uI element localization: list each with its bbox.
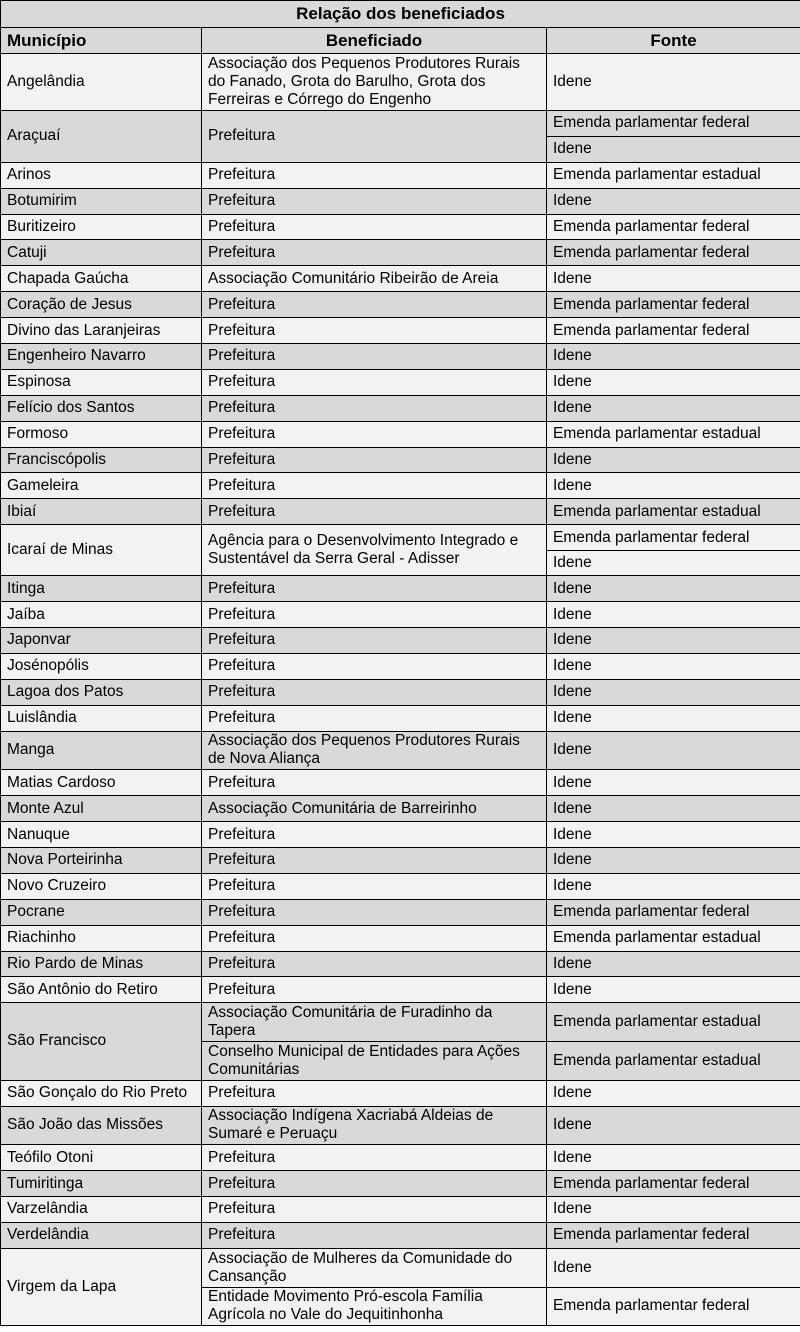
cell-municipio: Nanuque [1, 822, 202, 848]
table-row [1, 1003, 800, 1042]
table-row [1, 162, 800, 188]
cell-beneficiado: Prefeitura [202, 1171, 547, 1197]
cell-fonte: Idene [547, 447, 800, 473]
table-row [1, 977, 800, 1003]
cell-beneficiado: Prefeitura [202, 344, 547, 370]
cell-fonte: Emenda parlamentar federal [547, 111, 800, 137]
cell-municipio: Monte Azul [1, 796, 202, 822]
cell-municipio: Nova Porteirinha [1, 847, 202, 873]
cell-beneficiado: Prefeitura [202, 447, 547, 473]
cell-municipio: Araçuaí [1, 111, 202, 163]
cell-fonte: Idene [547, 576, 800, 602]
cell-fonte: Idene [547, 731, 800, 770]
cell-fonte: Idene [547, 550, 800, 576]
cell-municipio: Verdelândia [1, 1222, 202, 1248]
table-row [1, 447, 800, 473]
cell-beneficiado: Prefeitura [202, 473, 547, 499]
cell-municipio: Espinosa [1, 369, 202, 395]
table-row [1, 1248, 800, 1287]
cell-beneficiado: Agência para o Desenvolvimento Integrado e Sustentável da Serra Geral - Adisser [202, 525, 547, 576]
table-row [1, 421, 800, 447]
table-row [1, 240, 800, 266]
table-row [1, 951, 800, 977]
cell-municipio: Arinos [1, 162, 202, 188]
cell-fonte: Emenda parlamentar federal [547, 1222, 800, 1248]
column-header-municipio: Município [1, 28, 202, 54]
cell-fonte: Idene [547, 473, 800, 499]
cell-beneficiado: Prefeitura [202, 111, 547, 163]
cell-municipio: São Francisco [1, 1003, 202, 1080]
cell-fonte: Idene [547, 602, 800, 628]
table-row [1, 1106, 800, 1145]
cell-fonte: Idene [547, 847, 800, 873]
cell-municipio: Varzelândia [1, 1197, 202, 1223]
cell-fonte: Emenda parlamentar estadual [547, 1003, 800, 1042]
cell-beneficiado: Associação Comunitária de Barreirinho [202, 796, 547, 822]
cell-municipio: Gameleira [1, 473, 202, 499]
table-row [1, 822, 800, 848]
cell-beneficiado: Prefeitura [202, 292, 547, 318]
cell-fonte: Idene [547, 1080, 800, 1106]
cell-municipio: Franciscópolis [1, 447, 202, 473]
cell-municipio: Lagoa dos Patos [1, 679, 202, 705]
cell-fonte: Emenda parlamentar federal [547, 292, 800, 318]
cell-municipio: Buritizeiro [1, 214, 202, 240]
cell-fonte: Idene [547, 705, 800, 731]
table-row [1, 731, 800, 770]
cell-beneficiado: Prefeitura [202, 162, 547, 188]
cell-municipio: Angelândia [1, 54, 202, 111]
cell-fonte: Emenda parlamentar federal [547, 1287, 800, 1326]
table-row [1, 292, 800, 318]
cell-beneficiado: Associação Comunitária de Furadinho da Tapera [202, 1003, 547, 1042]
cell-fonte: Idene [547, 395, 800, 421]
cell-municipio: Tumiritinga [1, 1171, 202, 1197]
cell-beneficiado: Prefeitura [202, 770, 547, 796]
cell-municipio: Jaíba [1, 602, 202, 628]
table-row [1, 770, 800, 796]
cell-beneficiado: Prefeitura [202, 214, 547, 240]
cell-municipio: São Gonçalo do Rio Preto [1, 1080, 202, 1106]
cell-beneficiado: Prefeitura [202, 873, 547, 899]
table-row [1, 602, 800, 628]
table-row [1, 54, 800, 111]
cell-fonte: Emenda parlamentar federal [547, 899, 800, 925]
cell-fonte: Emenda parlamentar estadual [547, 499, 800, 525]
table-row [1, 214, 800, 240]
cell-beneficiado: Prefeitura [202, 705, 547, 731]
cell-beneficiado: Conselho Municipal de Entidades para Ações Comunitárias [202, 1041, 547, 1080]
cell-beneficiado: Prefeitura [202, 1197, 547, 1223]
table-row [1, 873, 800, 899]
table-row [1, 266, 800, 292]
cell-beneficiado: Prefeitura [202, 1145, 547, 1171]
table-row [1, 576, 800, 602]
cell-fonte: Idene [547, 796, 800, 822]
cell-municipio: Botumirim [1, 188, 202, 214]
cell-municipio: Divino das Laranjeiras [1, 318, 202, 344]
cell-beneficiado: Prefeitura [202, 576, 547, 602]
cell-fonte: Emenda parlamentar federal [547, 318, 800, 344]
cell-fonte: Idene [547, 1106, 800, 1145]
cell-municipio: São João das Missões [1, 1106, 202, 1145]
cell-beneficiado: Associação Comunitário Ribeirão de Areia [202, 266, 547, 292]
table-row [1, 1145, 800, 1171]
cell-fonte: Emenda parlamentar federal [547, 1171, 800, 1197]
cell-municipio: Matias Cardoso [1, 770, 202, 796]
cell-beneficiado: Prefeitura [202, 899, 547, 925]
cell-beneficiado: Prefeitura [202, 240, 547, 266]
cell-fonte: Idene [547, 344, 800, 370]
cell-beneficiado: Prefeitura [202, 499, 547, 525]
cell-fonte: Emenda parlamentar federal [547, 525, 800, 551]
cell-beneficiado: Associação dos Pequenos Produtores Rurais do Fanado, Grota do Barulho, Grota dos Ferreiras e Córrego do Engenho [202, 54, 547, 111]
cell-beneficiado: Prefeitura [202, 1222, 547, 1248]
cell-beneficiado: Associação dos Pequenos Produtores Rurais de Nova Aliança [202, 731, 547, 770]
table-row [1, 925, 800, 951]
cell-fonte: Idene [547, 977, 800, 1003]
cell-fonte: Idene [547, 679, 800, 705]
column-header-beneficiado: Beneficiado [202, 28, 547, 54]
cell-municipio: Novo Cruzeiro [1, 873, 202, 899]
table-row [1, 628, 800, 654]
table-row [1, 705, 800, 731]
cell-municipio: Teófilo Otoni [1, 1145, 202, 1171]
cell-fonte: Idene [547, 628, 800, 654]
cell-beneficiado: Prefeitura [202, 653, 547, 679]
cell-fonte: Emenda parlamentar federal [547, 214, 800, 240]
cell-municipio: Pocrane [1, 899, 202, 925]
cell-beneficiado: Prefeitura [202, 951, 547, 977]
table-row [1, 679, 800, 705]
table-row [1, 395, 800, 421]
cell-beneficiado: Prefeitura [202, 628, 547, 654]
cell-beneficiado: Entidade Movimento Pró-escola Família Agrícola no Vale do Jequitinhonha [202, 1287, 547, 1326]
table-row [1, 111, 800, 137]
cell-beneficiado: Prefeitura [202, 188, 547, 214]
column-header-fonte: Fonte [547, 28, 800, 54]
cell-fonte: Emenda parlamentar estadual [547, 925, 800, 951]
cell-beneficiado: Prefeitura [202, 602, 547, 628]
table-row [1, 1171, 800, 1197]
cell-fonte: Idene [547, 188, 800, 214]
cell-fonte: Idene [547, 369, 800, 395]
cell-fonte: Idene [547, 54, 800, 111]
cell-beneficiado: Prefeitura [202, 679, 547, 705]
cell-beneficiado: Prefeitura [202, 369, 547, 395]
cell-fonte: Idene [547, 1248, 800, 1287]
cell-beneficiado: Associação de Mulheres da Comunidade do Cansanção [202, 1248, 547, 1287]
table-row [1, 1222, 800, 1248]
cell-municipio: Riachinho [1, 925, 202, 951]
cell-fonte: Idene [547, 770, 800, 796]
table-row [1, 796, 800, 822]
cell-municipio: Josénopólis [1, 653, 202, 679]
cell-fonte: Idene [547, 266, 800, 292]
table-row [1, 499, 800, 525]
cell-municipio: Ibiaí [1, 499, 202, 525]
cell-municipio: Luislândia [1, 705, 202, 731]
table-title: Relação dos beneficiados [1, 1, 800, 28]
cell-municipio: Felício dos Santos [1, 395, 202, 421]
table-row [1, 369, 800, 395]
cell-fonte: Idene [547, 136, 800, 162]
cell-fonte: Emenda parlamentar estadual [547, 1041, 800, 1080]
cell-fonte: Emenda parlamentar estadual [547, 162, 800, 188]
cell-beneficiado: Prefeitura [202, 847, 547, 873]
cell-fonte: Idene [547, 951, 800, 977]
table-row [1, 318, 800, 344]
cell-fonte: Idene [547, 1197, 800, 1223]
cell-fonte: Emenda parlamentar estadual [547, 421, 800, 447]
cell-beneficiado: Prefeitura [202, 977, 547, 1003]
cell-municipio: Chapada Gaúcha [1, 266, 202, 292]
table-row [1, 847, 800, 873]
cell-beneficiado: Prefeitura [202, 822, 547, 848]
cell-municipio: São Antônio do Retiro [1, 977, 202, 1003]
table-body [1, 54, 800, 1326]
table-row [1, 899, 800, 925]
cell-beneficiado: Associação Indígena Xacriabá Aldeias de Sumaré e Peruaçu [202, 1106, 547, 1145]
table-row [1, 1080, 800, 1106]
cell-beneficiado: Prefeitura [202, 925, 547, 951]
cell-municipio: Japonvar [1, 628, 202, 654]
cell-beneficiado: Prefeitura [202, 318, 547, 344]
cell-municipio: Itinga [1, 576, 202, 602]
cell-municipio: Manga [1, 731, 202, 770]
cell-municipio: Engenheiro Navarro [1, 344, 202, 370]
cell-beneficiado: Prefeitura [202, 1080, 547, 1106]
cell-fonte: Emenda parlamentar federal [547, 240, 800, 266]
cell-fonte: Idene [547, 873, 800, 899]
cell-municipio: Rio Pardo de Minas [1, 951, 202, 977]
table-row [1, 653, 800, 679]
table-row [1, 525, 800, 551]
table-row [1, 1197, 800, 1223]
cell-fonte: Idene [547, 1145, 800, 1171]
cell-fonte: Idene [547, 653, 800, 679]
cell-fonte: Idene [547, 822, 800, 848]
cell-municipio: Catuji [1, 240, 202, 266]
cell-municipio: Virgem da Lapa [1, 1248, 202, 1325]
cell-municipio: Icaraí de Minas [1, 525, 202, 576]
table-row [1, 188, 800, 214]
cell-beneficiado: Prefeitura [202, 421, 547, 447]
cell-municipio: Coração de Jesus [1, 292, 202, 318]
table-row [1, 473, 800, 499]
table-row [1, 344, 800, 370]
cell-beneficiado: Prefeitura [202, 395, 547, 421]
cell-municipio: Formoso [1, 421, 202, 447]
